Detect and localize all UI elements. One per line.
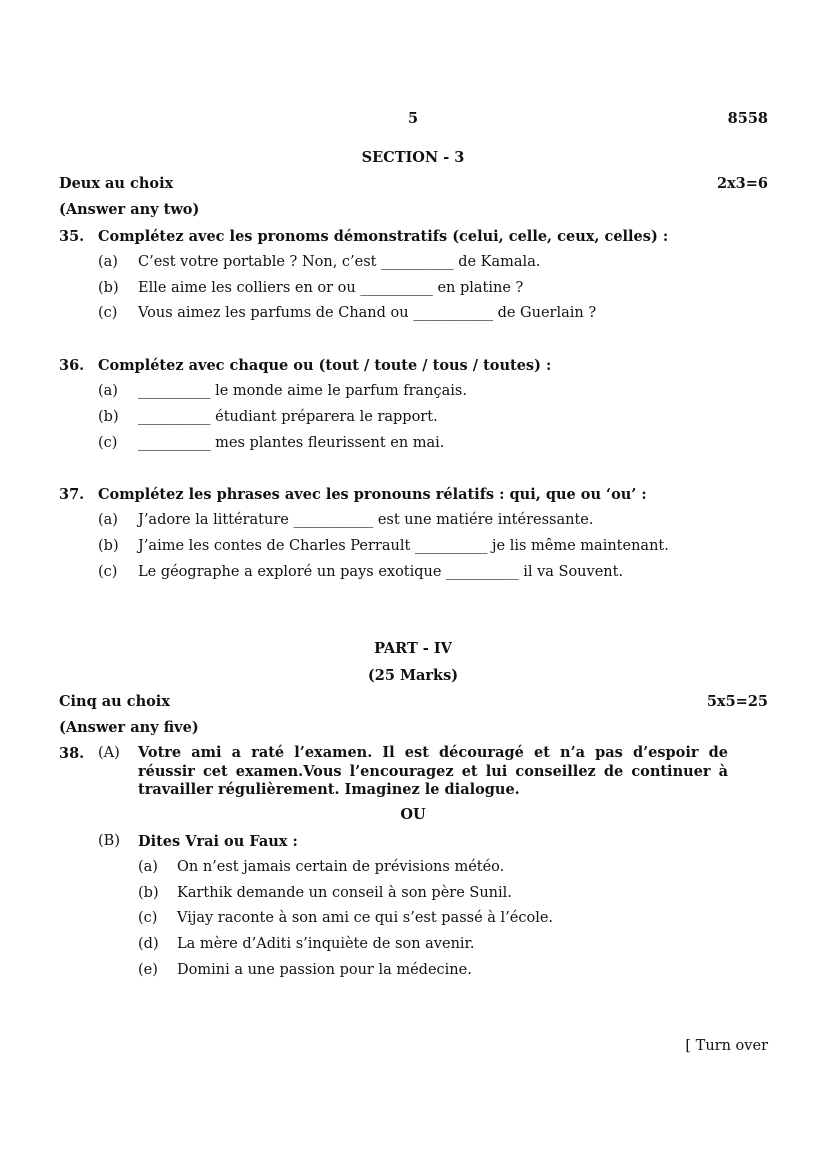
part-marks-breakdown: 5x5=25: [706, 693, 768, 710]
question-number: 36.: [59, 357, 85, 374]
question-number: 37.: [59, 486, 85, 503]
item-label: (d): [138, 936, 159, 952]
section-english-instruction: (Answer any two): [59, 201, 200, 218]
item-text: J’aime les contes de Charles Perrault __________ je lis même maintenant.: [138, 538, 669, 554]
question-text: Complétez avec les pronoms démonstratifs (celui, celle, ceux, celles) :: [98, 228, 669, 245]
question-text: Complétez avec chaque ou (tout / toute / tous / toutes) :: [98, 357, 552, 374]
item-label: (a): [98, 383, 118, 399]
item-label: (c): [138, 910, 158, 926]
section-marks: 2x3=6: [716, 175, 768, 192]
question-number: 35.: [59, 228, 85, 245]
turn-over-note: [ Turn over: [685, 1038, 768, 1054]
item-label: (b): [98, 280, 119, 296]
section-title: SECTION - 3: [361, 149, 465, 166]
item-text: Domini a une passion pour la médecine.: [177, 962, 472, 978]
item-text: J’adore la littérature ___________ est une matiére intéressante.: [138, 512, 594, 528]
option-label: (A): [98, 745, 120, 761]
question-text: Complétez les phrases avec les pronouns rélatifs : qui, que ou ‘ou’ :: [98, 486, 647, 503]
page-number: 5: [408, 110, 419, 127]
item-label: (a): [98, 512, 118, 528]
item-label: (a): [138, 859, 158, 875]
item-text: Elle aime les colliers en or ou __________ en platine ?: [138, 280, 524, 296]
item-text: __________ le monde aime le parfum français.: [138, 383, 467, 399]
option-b-text: Dites Vrai ou Faux :: [138, 833, 298, 850]
item-text: Karthik demande un conseil à son père Sunil.: [177, 885, 512, 901]
part-english-instruction: (Answer any five): [59, 719, 199, 736]
item-text: On n’est jamais certain de prévisions météo.: [177, 859, 505, 875]
part-marks: (25 Marks): [367, 667, 459, 684]
item-text: Le géographe a exploré un pays exotique __________ il va Souvent.: [138, 564, 624, 580]
item-label: (c): [98, 564, 118, 580]
section-instruction: Deux au choix: [59, 175, 174, 192]
part-instruction: Cinq au choix: [59, 693, 170, 710]
item-label: (c): [98, 435, 118, 451]
part-title: PART - IV: [374, 640, 452, 657]
item-text: Vous aimez les parfums de Chand ou ___________ de Guerlain ?: [138, 305, 597, 321]
item-label: (b): [98, 538, 119, 554]
item-text: Vijay raconte à son ami ce qui s’est passé à l’école.: [177, 910, 554, 926]
option-label: (B): [98, 833, 120, 849]
item-label: (b): [138, 885, 159, 901]
item-label: (b): [98, 409, 119, 425]
option-a-text: Votre ami a raté l’examen. Il est découragé et n’a pas d’espoir de réussir cet examen.Vous l’encouragez et lui conseillez de continuer à travailler régulièrement. Imaginez le dialogue.: [138, 744, 728, 798]
paper-code: 8558: [727, 110, 768, 127]
item-text: __________ étudiant préparera le rapport.: [138, 409, 438, 425]
question-number: 38.: [59, 745, 85, 762]
item-label: (c): [98, 305, 118, 321]
item-label: (e): [138, 962, 158, 978]
item-text: C’est votre portable ? Non, c’est __________ de Kamala.: [138, 254, 541, 270]
or-separator: OU: [400, 806, 426, 823]
item-text: La mère d’Aditi s’inquiète de son avenir.: [177, 936, 475, 952]
item-text: __________ mes plantes fleurissent en mai.: [138, 435, 445, 451]
item-label: (a): [98, 254, 118, 270]
